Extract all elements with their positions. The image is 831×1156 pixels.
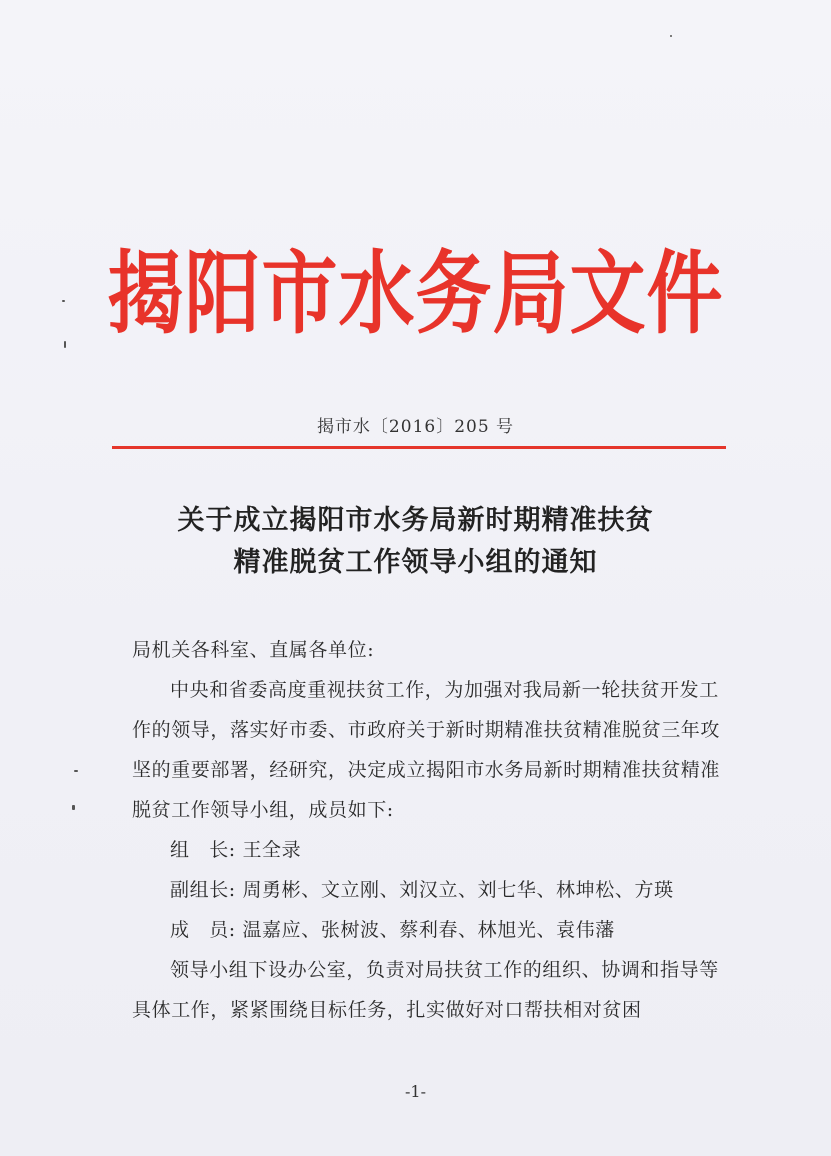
scan-speck [72, 805, 75, 810]
red-divider-line [112, 446, 726, 449]
member-leader: 组 长: 王全录 [170, 839, 302, 861]
paragraph-1: 中央和省委高度重视扶贫工作，为加强对我局新一轮扶贫开发工作的领导，落实好市委、市政府关于新时期精准扶贫精准脱贫三年攻坚的重要部署，经研究，决定成立揭阳市水务局新时期精准扶贫精准脱贫工作领导小组，成员如下: [132, 679, 721, 821]
notice-title-line-1: 关于成立揭阳市水务局新时期精准扶贫 [177, 505, 654, 536]
scan-speck [62, 300, 65, 302]
notice-body [132, 630, 722, 1030]
notice-title [0, 500, 831, 584]
member-list: 成 员: 温嘉应、张树波、蔡利春、林旭光、袁伟藩 [170, 919, 615, 941]
scan-speck [64, 341, 66, 348]
scan-speck [670, 35, 672, 37]
member-deputy: 副组长: 周勇彬、文立刚、刘汉立、刘七华、林坤松、方瑛 [170, 879, 674, 901]
page-number: -1- [405, 1082, 426, 1101]
salutation: 局机关各科室、直属各单位: [132, 639, 375, 661]
paragraph-2: 领导小组下设办公室，负责对局扶贫工作的组织、协调和指导等具体工作，紧紧围绕目标任务，扎实做好对口帮扶相对贫困 [132, 959, 719, 1021]
notice-title-line-2: 精准脱贫工作领导小组的通知 [233, 547, 598, 578]
scan-speck [74, 770, 78, 772]
document-number: 揭市水〔2016〕205 号 [316, 417, 515, 437]
masthead-title: 揭阳市水务局文件 [107, 240, 724, 346]
